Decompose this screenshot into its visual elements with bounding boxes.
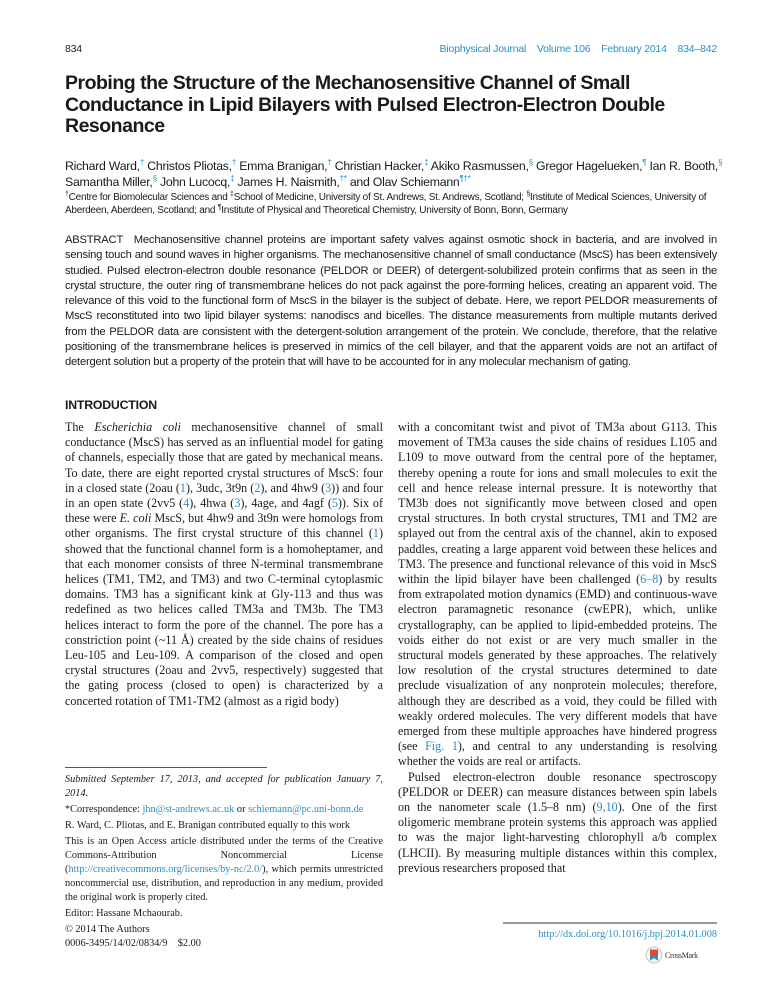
citation-link[interactable]: 1: [179, 480, 186, 495]
footnotes: [65, 773, 383, 953]
author: Samantha Miller,§: [65, 173, 157, 189]
correspondence: *Correspondence: jhn@st-andrews.ac.uk or schiemann@pc.uni-bonn.de: [65, 804, 364, 815]
author: and Olav Schiemann¶†*: [349, 173, 471, 189]
paragraph: Pulsed electron-electron double resonance spectroscopy (PELDOR or DEER) can measure distances between spin labels on the nanometer scale (1.5–8 nm) (9,10). One of the first oligomeric membrane protein systems this approach was applied to was the major light-harvesting chlorophyll a/b complex (LHCII). By measuring multiple distances within this complex, previous researchers proposed that: [398, 769, 718, 875]
email-link[interactable]: schiemann@pc.uni-bonn.de: [248, 804, 364, 815]
affiliations: †Centre for Biomolecular Sciences and ‡School of Medicine, University of St. Andrews, St. Andrews, Scotland; §Institute of Medical Sciences, University of Aberdeen, Aberdeen, Scotland; and ¶Institute of Physical and Theoretical Chemistry, University of Bonn, Bonn, Germany: [65, 191, 707, 216]
citation-link[interactable]: 1: [372, 526, 379, 541]
figure-link[interactable]: Fig. 1: [425, 739, 458, 754]
author: Akiko Rasmussen,§: [430, 158, 533, 173]
article-title: Probing the Structure of the Mechanosensitive Channel of Small Conductance in Lipid Bilayers with Pulsed Electron-Electron Double Resonance: [65, 72, 665, 137]
journal-name[interactable]: Biophysical Journal: [439, 43, 527, 55]
body-column-right: [398, 420, 717, 876]
paragraph: The Escherichia coli mechanosensitive channel of small conductance (MscS) has served as an influential model for gating of channels, especially those that are gated by mechanical means. To date, there are eight reported crystal structures of MscS: four in a closed state (2oau (1), 3udc, 3t9n (2), and 4hw9 (3)) and four in an open state (2vv5 (4), 4hwa (3), 4age, and 4agf (5)). Six of these were E. coli MscS, but 4hw9 and 3t9n were homologs from other organisms. The first crystal structure of this channel (1) showed that the functional channel form is a homoheptamer, and that each monomer consists of three N-terminal transmembrane helices (TM1, TM2, and TM3) and two C-terminal cytoplasmic domains. TM3 has a significant kink at Gly-113 and thus was redefined as two helices called TM3a and TM3b. The TM3 helices interact to form the pore of the channel. The pore has a constriction point (~11 Å) created by the side chains of residues Leu-105 and Leu-109. A comparison of the closed and open crystal structures (2oau and 2vv5, respectively) suggested that the gating process (closed to open) is characterized by a concerted rotation of TM1-TM2 (almost as a rigid body): [65, 420, 384, 708]
journal-info: [432, 43, 717, 55]
journal-date: February 2014: [601, 43, 667, 55]
journal-pages: 834–842: [677, 43, 717, 55]
crossmark-badge[interactable]: [645, 946, 698, 964]
abstract-text: Mechanosensitive channel proteins are important safety valves against osmotic shock in bacteria, and are involved in sensing touch and sound waves in higher organisms. The mechanosensitive channel of small conductance (MscS) has been extensively studied. Pulsed electron-electron double resonance (PELDOR or DEER) of detergent-solubilized protein confirms that as seen in the crystal structure, the outer ring of transmembrane helices do not pack against the pore-forming helices, creating an apparent void. The relevance of this void to the functional form of MscS in the bilayer is the subject of debate. Here, we report PELDOR measurements of MscS reconstituted into two lipid bilayer systems: nanodiscs and bicelles. The distance measurements from multiple mutants derived from the PELDOR data are consistent with the detergent-solution arrangement of the protein. We conclude, therefore, that the relative positioning of the transmembrane helices is preserved in mimics of the cell bilayer, and that the apparent voids are not an artifact of detergent solution but a property of the protein that will have to be accounted for in any molecular mechanism of gating.: [65, 234, 717, 369]
author: James H. Naismith,†*: [237, 173, 347, 189]
body-column-left: [65, 420, 383, 709]
crossmark-icon: [645, 946, 663, 964]
citation-link[interactable]: 2: [254, 480, 261, 495]
citation-link[interactable]: 6–8: [640, 572, 659, 587]
citation-link[interactable]: 3: [234, 496, 241, 511]
editor-note: Editor: Hassane Mchaourab.: [65, 908, 183, 919]
page-number: 834: [65, 43, 82, 55]
crossmark-label: CrossMark: [665, 950, 698, 960]
copyright: © 2014 The Authors: [65, 924, 150, 935]
license-link[interactable]: http://creativecommons.org/licenses/by-nc/2.0/: [68, 864, 263, 875]
doi-link[interactable]: http://dx.doi.org/10.1016/j.bpj.2014.01.008: [538, 929, 717, 940]
abstract-label: ABSTRACT: [65, 234, 124, 246]
journal-volume: Volume 106: [536, 43, 591, 55]
license-note: This is an Open Access article distributed under the terms of the Creative Commons-Attribution Noncommercial License (http://creativecommons.org/licenses/by-nc/2.0/), which permits unrestricted noncommercial use, distribution, and reproduction in any medium, provided the original work is properly cited.: [65, 836, 383, 903]
submission-dates: Submitted September 17, 2013, and accepted for publication January 7, 2014.: [65, 774, 383, 799]
citation-link[interactable]: 9,10: [596, 800, 618, 815]
equal-contribution-note: R. Ward, C. Pliotas, and E. Branigan contributed equally to this work: [65, 820, 350, 831]
author: Gregor Hagelueken,¶: [536, 158, 647, 173]
footnote-divider: [65, 767, 267, 768]
citation-link[interactable]: 3: [325, 480, 332, 495]
email-link[interactable]: jhn@st-andrews.ac.uk: [142, 804, 235, 815]
author: Emma Branigan,†: [239, 158, 332, 173]
author: Christian Hacker,‡: [334, 158, 429, 173]
author: Christos Pliotas,†: [147, 158, 237, 173]
issn-line: 0006-3495/14/02/0834/9 $2.00: [65, 938, 201, 949]
section-heading-introduction: INTRODUCTION: [65, 398, 157, 412]
paragraph: with a concomitant twist and pivot of TM3a about G113. This movement of TM3a causes the side chains of residues L105 and L109 to move outward from the central pore of the heptamer, thereby opening a route for ions and small molecules to exit the cell and hence release internal pressure. It is noteworthy that TM3b does not significantly move between closed and open crystal structures. In both crystal structures, TM1 and TM2 are splayed out from the central axis of the channel, akin to exposed paddles, creating a large apparent void between these helices and TM3. The presence and functional relevance of this void in MscS within the lipid bilayer have been challenged (6–8) by results from extrapolated motion dynamics (EMD) and continuous-wave electron paramagnetic resonance (cwEPR), which, unlike crystallography, can be applied to lipid-embedded proteins. The voids either do not exist or are very much smaller in the structural models generated by these approaches. The relatively low resolution of the crystal structures determined to date preclude visualization of any nonprotein molecules; therefore, although they are described as a void, they could be filled with weakly ordered molecules. The very different models that have emerged from these multiple approaches have hindered progress (see Fig. 1), and central to any understanding is resolving whether the voids are real or artifacts.: [398, 420, 717, 769]
author: John Lucocq,‡: [159, 173, 235, 189]
author: Ian R. Booth,§: [649, 158, 723, 173]
citation-link[interactable]: 5: [331, 496, 338, 511]
abstract: [65, 233, 717, 371]
author-list: [65, 159, 725, 190]
author: Richard Ward,†: [65, 158, 145, 173]
doi-divider: [503, 922, 717, 924]
citation-link[interactable]: 4: [183, 496, 190, 511]
